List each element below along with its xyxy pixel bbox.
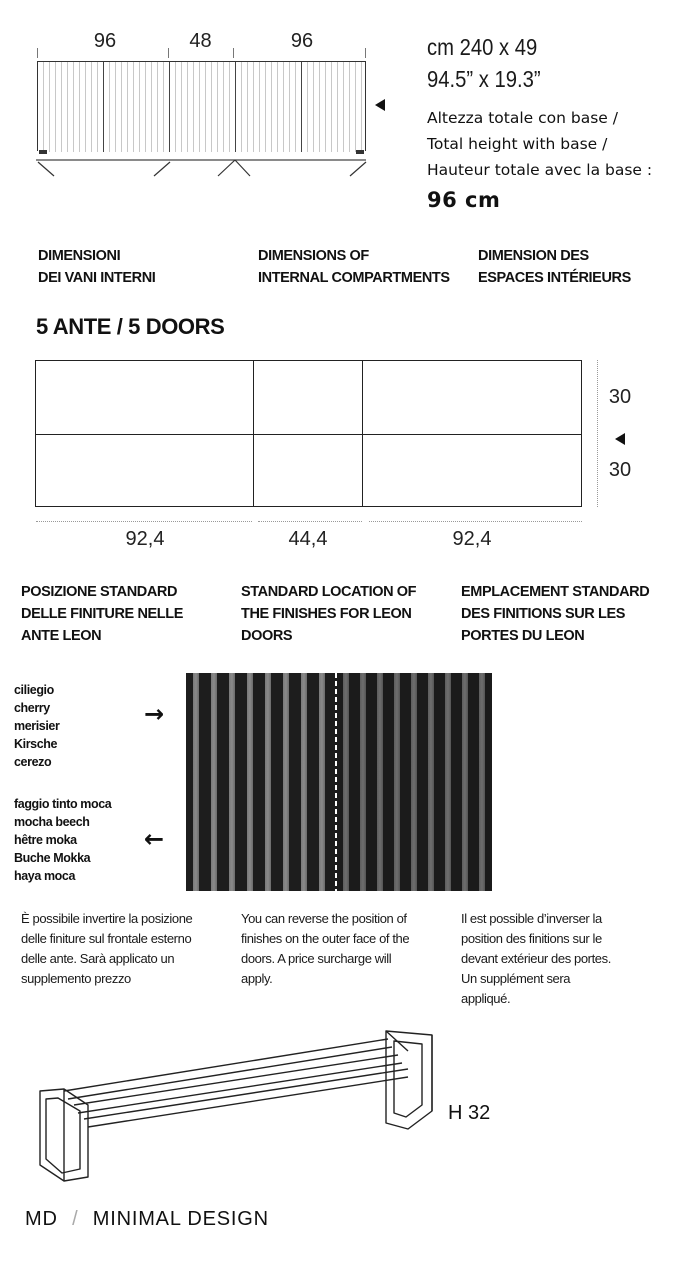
brand-separator: /: [72, 1208, 79, 1230]
finish-list-cherry: ciliegio cherry merisier Kirsche cerezo: [14, 683, 60, 769]
compartment-cell: [254, 361, 363, 435]
brand-short: MD: [25, 1208, 58, 1230]
compartment-cell: [363, 361, 582, 435]
compartment-pointer-icon: [615, 433, 625, 445]
section-title-fr: DIMENSION DES ESPACES INTÉRIEURS: [478, 248, 631, 286]
compartment-grid: [35, 360, 582, 507]
section-title-it: DIMENSIONI DEI VANI INTERNI: [38, 248, 156, 286]
height-note-en: Total height with base /: [427, 135, 608, 153]
arrow-left-icon: ←: [144, 825, 165, 853]
reverse-note-it: È possibile invertire la posizione delle finiture sul frontale esterno delle ante. Sarà applicato un supplemento prezzo: [21, 911, 193, 986]
base-frame-drawing: [30, 1025, 440, 1185]
height-note-it: Altezza totale con base /: [427, 109, 618, 127]
width-label-center: 48: [189, 30, 212, 52]
compartment-width-right: 92,4: [452, 528, 492, 550]
brand-logo: [25, 1208, 269, 1231]
reverse-note-fr: Il est possible d’inverser la position des finitions sur le devant extérieur des portes. Un supplément sera appliqué.: [461, 911, 611, 1006]
sideboard-front-drawing: [30, 28, 375, 183]
overall-size-cm: cm 240 x 49: [427, 34, 538, 60]
width-label-left: 96: [93, 30, 117, 52]
brand-name: MINIMAL DESIGN: [92, 1208, 269, 1230]
base-height-label: H 32: [448, 1102, 491, 1124]
total-height-value: 96 cm: [427, 188, 501, 212]
base-legs: [30, 150, 375, 182]
leon-door-finish-image: [186, 673, 492, 891]
section-title-en: DIMENSIONS OF INTERNAL COMPARTMENTS: [258, 248, 450, 286]
finish-title-it: POSIZIONE STANDARD DELLE FINITURE NELLE ANTE LEON: [21, 584, 183, 644]
height-pointer-icon: [375, 99, 385, 111]
compartment-width-center: 44,4: [288, 528, 328, 550]
compartment-cell: [254, 435, 363, 507]
cabinet-body: [37, 61, 366, 151]
compartment-height-bottom: 30: [608, 459, 632, 481]
cherry-slat-panel: [186, 673, 335, 891]
arrow-right-icon: →: [144, 700, 165, 728]
reverse-note-en: You can reverse the position of finishes on the outer face of the doors. A price surcharge will apply.: [241, 911, 410, 986]
mocha-slat-panel: [337, 673, 492, 891]
doors-title: 5 ANTE / 5 DOORS: [36, 314, 225, 339]
compartment-height-top: 30: [608, 386, 632, 408]
overall-size-inches: 94.5” x 19.3”: [427, 66, 541, 92]
finish-title-en: STANDARD LOCATION OF THE FINISHES FOR LEON DOORS: [241, 584, 417, 644]
height-note-fr: Hauteur totale avec la base :: [427, 161, 653, 179]
door-split-line: [335, 673, 337, 891]
finish-list-mocha-beech: faggio tinto moca mocha beech hêtre moka Buche Mokka haya moca: [14, 797, 112, 883]
compartment-cell: [36, 435, 254, 507]
width-label-right: 96: [290, 30, 314, 52]
compartment-cell: [36, 361, 254, 435]
compartment-cell: [363, 435, 582, 507]
finish-title-fr: EMPLACEMENT STANDARD DES FINITIONS SUR LES PORTES DU LEON: [461, 584, 650, 644]
compartment-width-left: 92,4: [125, 528, 165, 550]
